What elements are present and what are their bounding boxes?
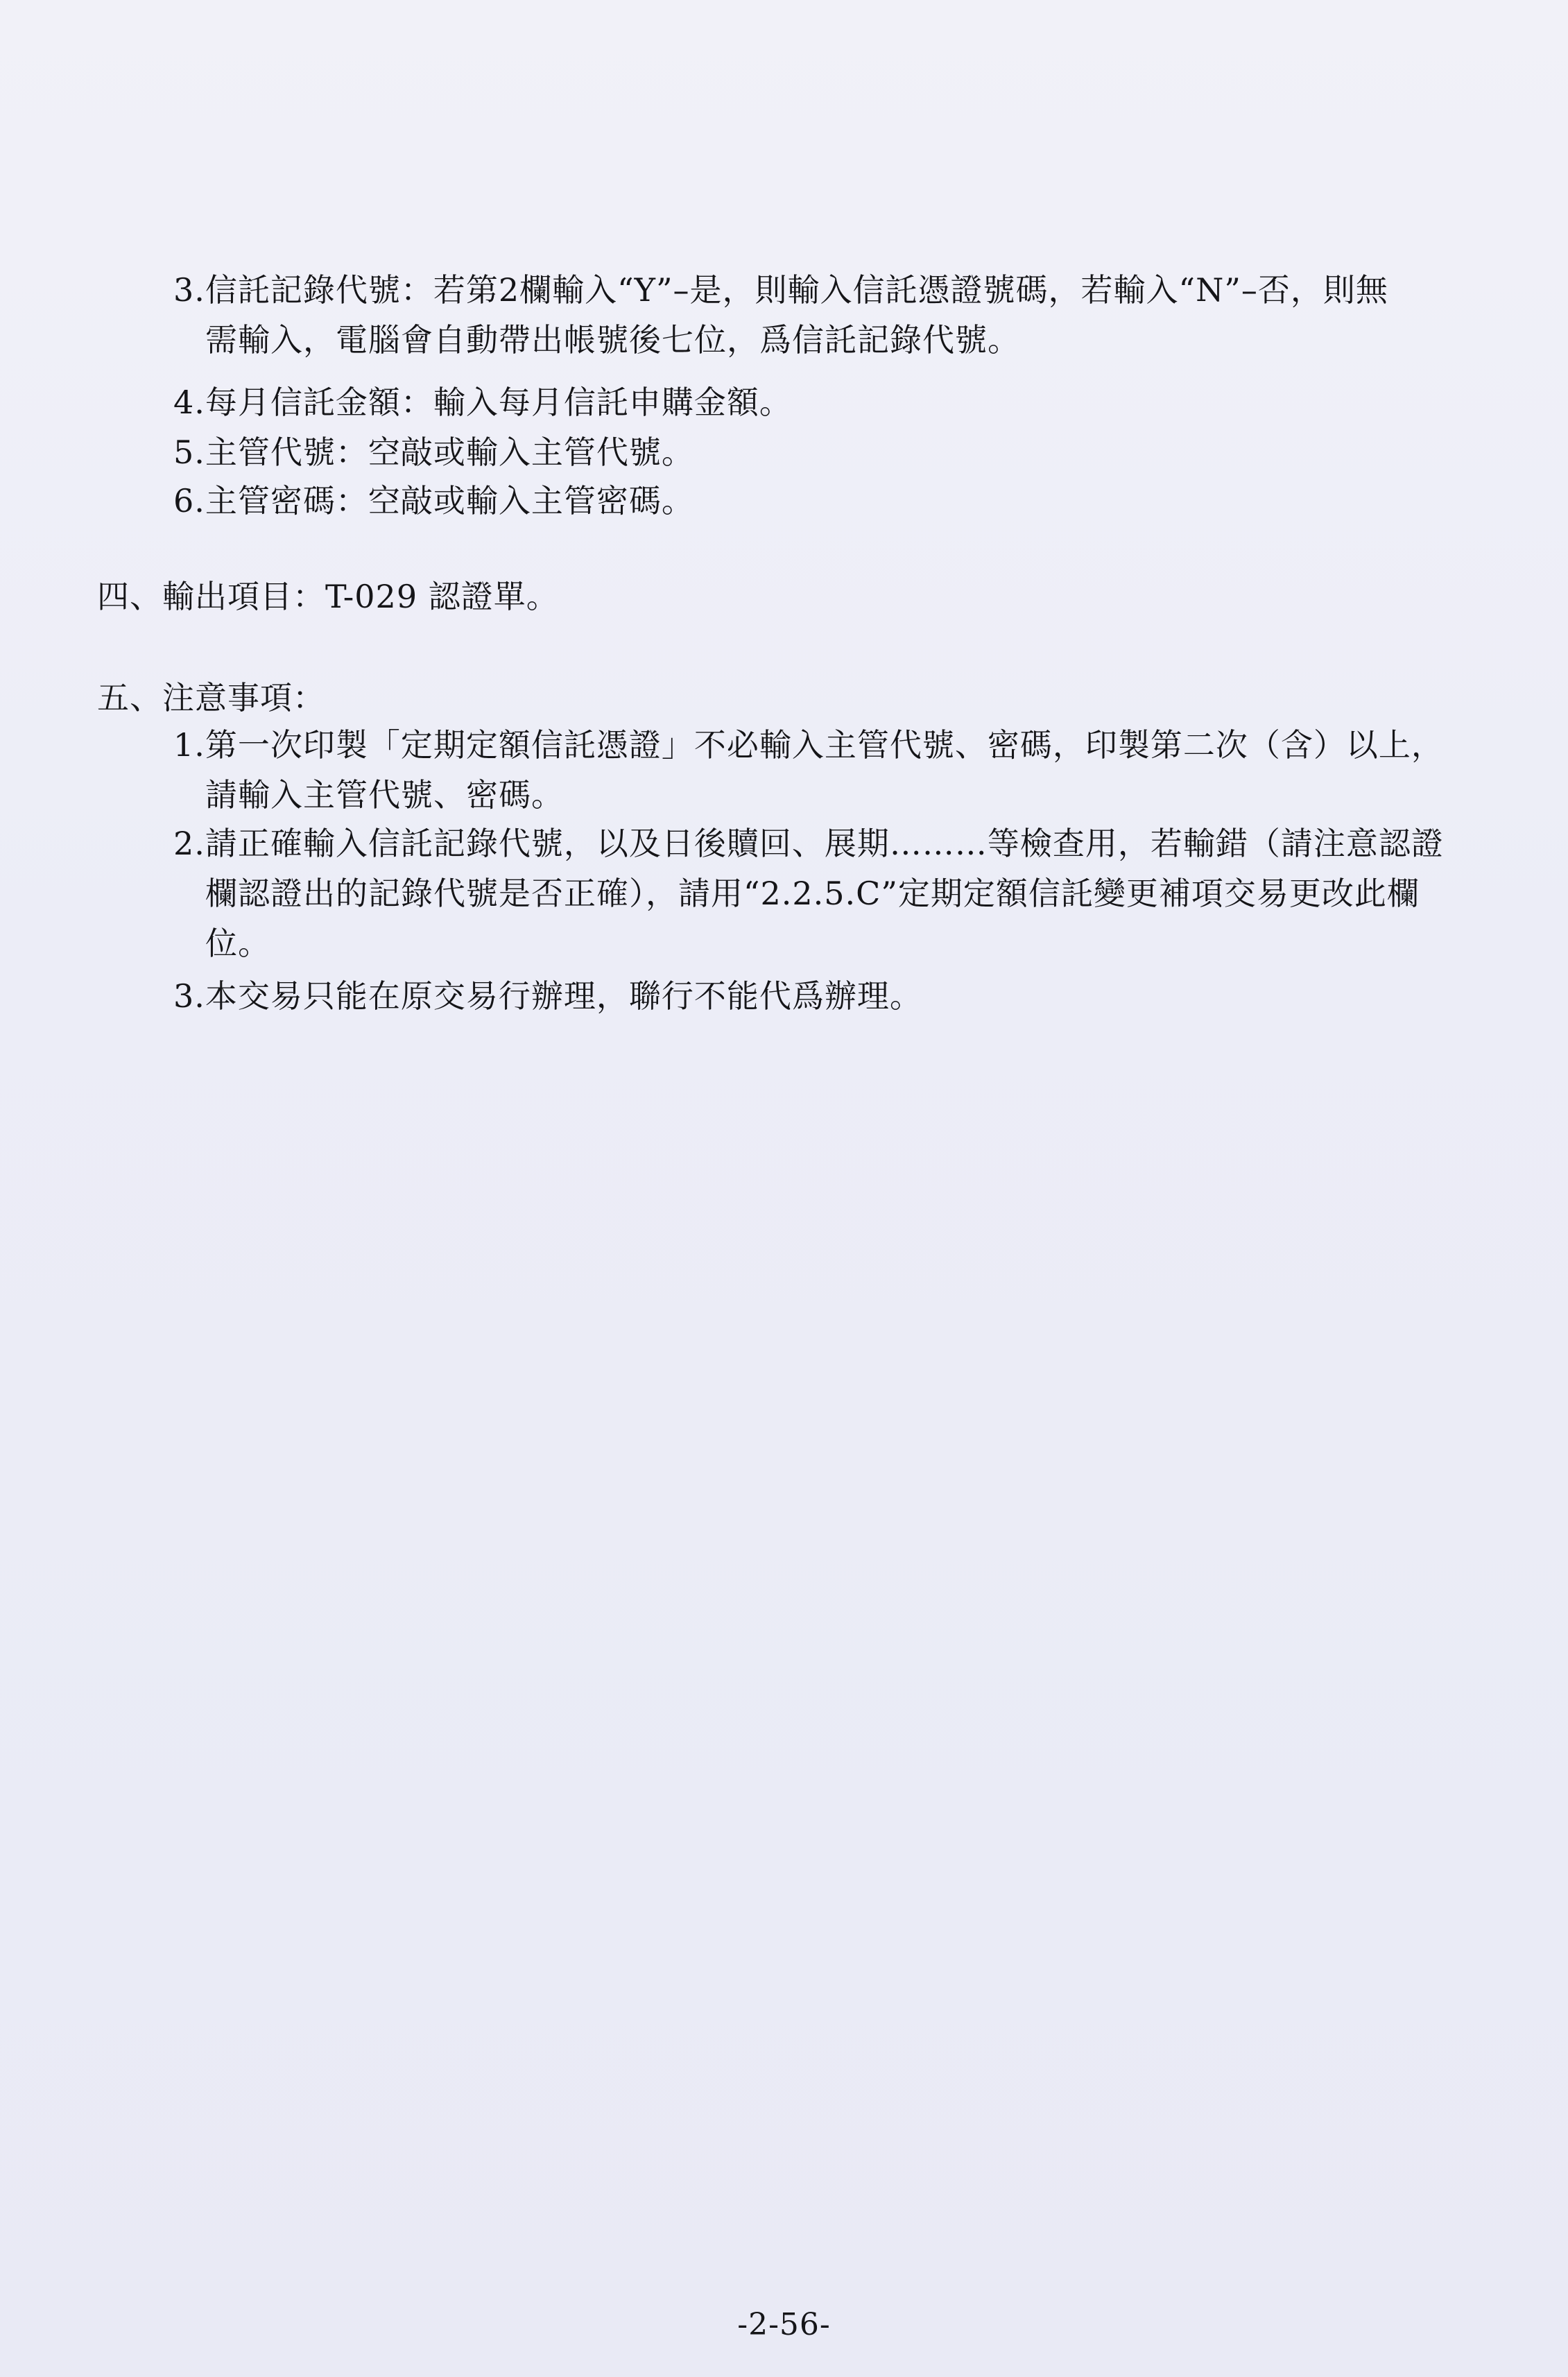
note-1-line-2: 請輸入主管代號、密碼。 — [205, 776, 564, 814]
input-item-5: 5.主管代號：空敲或輸入主管代號。 — [173, 434, 694, 471]
note-3: 3.本交易只能在原交易行辦理，聯行不能代爲辦理。 — [173, 977, 922, 1015]
page-number: -2-56- — [737, 2307, 831, 2342]
input-item-6: 6.主管密碼：空敲或輸入主管密碼。 — [173, 482, 694, 520]
note-1-line-1: 1.第一次印製「定期定額信託憑證」不必輸入主管代號、密碼，印製第二次（含）以上， — [173, 726, 1444, 764]
output-section-heading: 四、輸出項目：T-029 認證單。 — [97, 578, 559, 615]
note-2-line-3: 位。 — [205, 925, 270, 962]
input-item-3-line-2: 需輸入，電腦會自動帶出帳號後七位，爲信託記錄代號。 — [205, 321, 1020, 359]
note-2-line-2: 欄認證出的記錄代號是否正確），請用“2.2.5.C”定期定額信託變更補項交易更改此欄 — [205, 875, 1420, 912]
note-2-line-1: 2.請正確輸入信託記錄代號，以及日後贖回、展期………等檢查用，若輸錯（請注意認證 — [173, 825, 1444, 862]
input-item-4: 4.每月信託金額：輸入每月信託申購金額。 — [173, 384, 792, 421]
input-item-3-line-1: 3.信託記錄代號：若第2欄輸入“Y”–是，則輸入信託憑證號碼，若輸入“N”–否，則無 — [173, 271, 1388, 309]
notes-section-heading: 五、注意事項： — [97, 679, 325, 716]
